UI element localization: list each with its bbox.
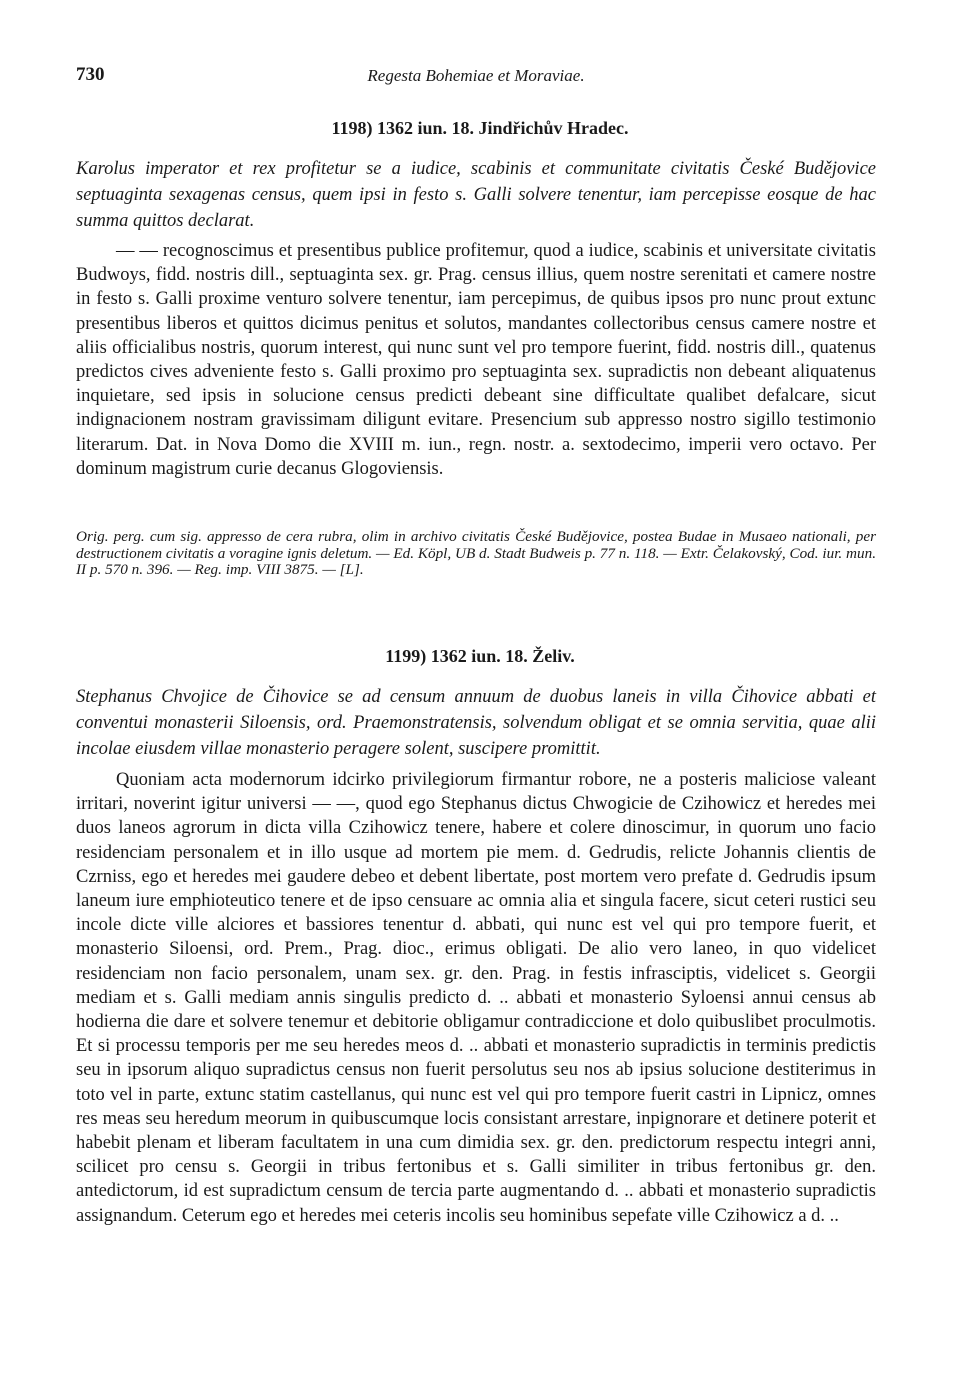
entry-text xyxy=(76,768,876,1228)
source-note: Orig. perg. cum sig. appresso de cera rubra, olim in archivo civitatis České Budějovice, postea Budae in Musaeo nationali, per destructionem civitatis a voragine ignis deletum. — Ed. Köpl, UB d. Stadt Budweis p. 77 n. 118. — Extr. Čelakovský, Cod. iur. mun. II p. 570 n. 396. — Reg. imp. VIII 3875. — [L]. xyxy=(76,528,876,579)
entry-heading: 1199) 1362 iun. 18. Želiv. xyxy=(385,646,575,666)
entry-regest xyxy=(76,156,876,234)
entry-note xyxy=(76,529,876,579)
charter-text: — — recognoscimus et presentibus publice profitemur, quod a iudice, scabinis et universitate civitatis Budwoys, fidd. nostris dill., septuaginta sex. gr. Prag. census illius, quem nostre serenitati et camere nostre in festo s. Galli proxime venturo solvere tenentur, iam percepimus, de quibus ipsos pro nunc prout extunc presentibus liberos et quittos dicimus penitus et solutos, mandantes collectoribus census camere nostre et aliis officialibus nostris, quorum interest, qui nunc sunt vel pro tempore fuerint, fidd. nostris dill., quatenus predictos cives adveniente festo s. Galli proximo pro septuaginta sex. supradictis non debeant aliquatenus inquietare, sed ipsis in solucione census predicti debeant sine difficultate qualibet defalcare, sicut indignacionem nostram gravissimam diligunt evitare. Presencium sub appresso nostro sigillo testimonio literarum. Dat. in Nova Domo die XVIII m. iun., regn. nostr. a. sextodecimo, imperii vero octavo. Per dominum magistrum curie decanus Glogoviensis. xyxy=(76,241,876,479)
entry-text xyxy=(76,239,876,481)
running-title: Regesta Bohemiae et Moraviae. xyxy=(367,66,585,85)
entry-heading: 1198) 1362 iun. 18. Jindřichův Hradec. xyxy=(331,118,629,138)
page-header xyxy=(76,64,876,90)
regest-text: Stephanus Chvojice de Čihovice se ad censum annuum de duobus laneis in villa Čihovice abbati et conventui monasterii Siloensis, ord. Praemonstratensis, solvendum obligat et se omnia servitia, quae alii incolae eiusdem villae monasterio peragere solent, suscipere promittit. xyxy=(76,687,876,759)
regest-text: Karolus imperator et rex profitetur se a iudice, scabinis et communitate civitatis České Budějovice septuaginta sexagenas census, quem ipsi in festo s. Galli solvere tenentur, iam percepisse eosque de hac summa quittos declarat. xyxy=(76,159,876,231)
entry-regest xyxy=(76,684,876,762)
charter-text: Quoniam acta modernorum idcirko privilegiorum firmantur robore, ne a posteris maliciose valeant irritari, noverint igitur universi — —, quod ego Stephanus dictus Chwogicie de Czihowicz et heredes mei duos laneos agrorum in dicta villa Czihowicz tenere, habere et colere dinoscimur, in quorum uno facio residenciam personalem et in illo usque ad mortem pie mem. d. Gedrudis, relicte Johannis clientis de Czrniss, ego et heredes mei gaudere debeo et debent libertate, post mortem vero prefate d. Gedrudis ipsum laneum iure emphioteutico tenere et de ipso censuare ac omnia alia et singula facere, sicut ceteri rustici seu incole dicte ville alciores et bassiores tenentur d. abbati, qui nunc est vel qui pro tempore fuerit, et monasterio Siloensi, ord. Prem., Prag. dioc., erimus obligati. De alio vero laneo, in quo videlicet residenciam non facio personalem, unam sex. gr. den. Prag. in festis infrasciptis, videlicet s. Georgii mediam et s. Galli mediam annis singulis predicto d. .. abbati et monasterio Syloensi annui census ab hodierna die dare et solvere tenemur et debitorie obligamur contradiccione et dolo quibuslibet proculmotis. Et si processu temporis per me seu heredes meos d. .. abbati et monasterio supradictis in terminis predictis seu in ipsorum aliquo supradictus census non fuerit persolutus seu nos ab ipsius solucione destiterimus in toto vel in parte, extunc statim castellanus, qui nunc est vel qui pro tempore fuerit castri in Lipnicz, omnes res meas seu heredum meorum in quibuscumque locis consistant arrestare, inpignorare et detinere poterit et habebit plenam et liberam facultatem in una cum dimidia sex. gr. den. predictorum respectu integri anni, scilicet pro censu s. Georgii in tribus fertonibus et s. Galli similiter in tribus fertonibus gr. den. antedictorum, id est supradictum censum de tercia parte augmentando d. .. abbati et monasterio supradictis assignandum. Ceterum ego et heredes mei ceteris incolis seu hominibus sepefate ville Czihowicz a d. .. xyxy=(76,770,876,1226)
page-number: 730 xyxy=(76,64,105,85)
